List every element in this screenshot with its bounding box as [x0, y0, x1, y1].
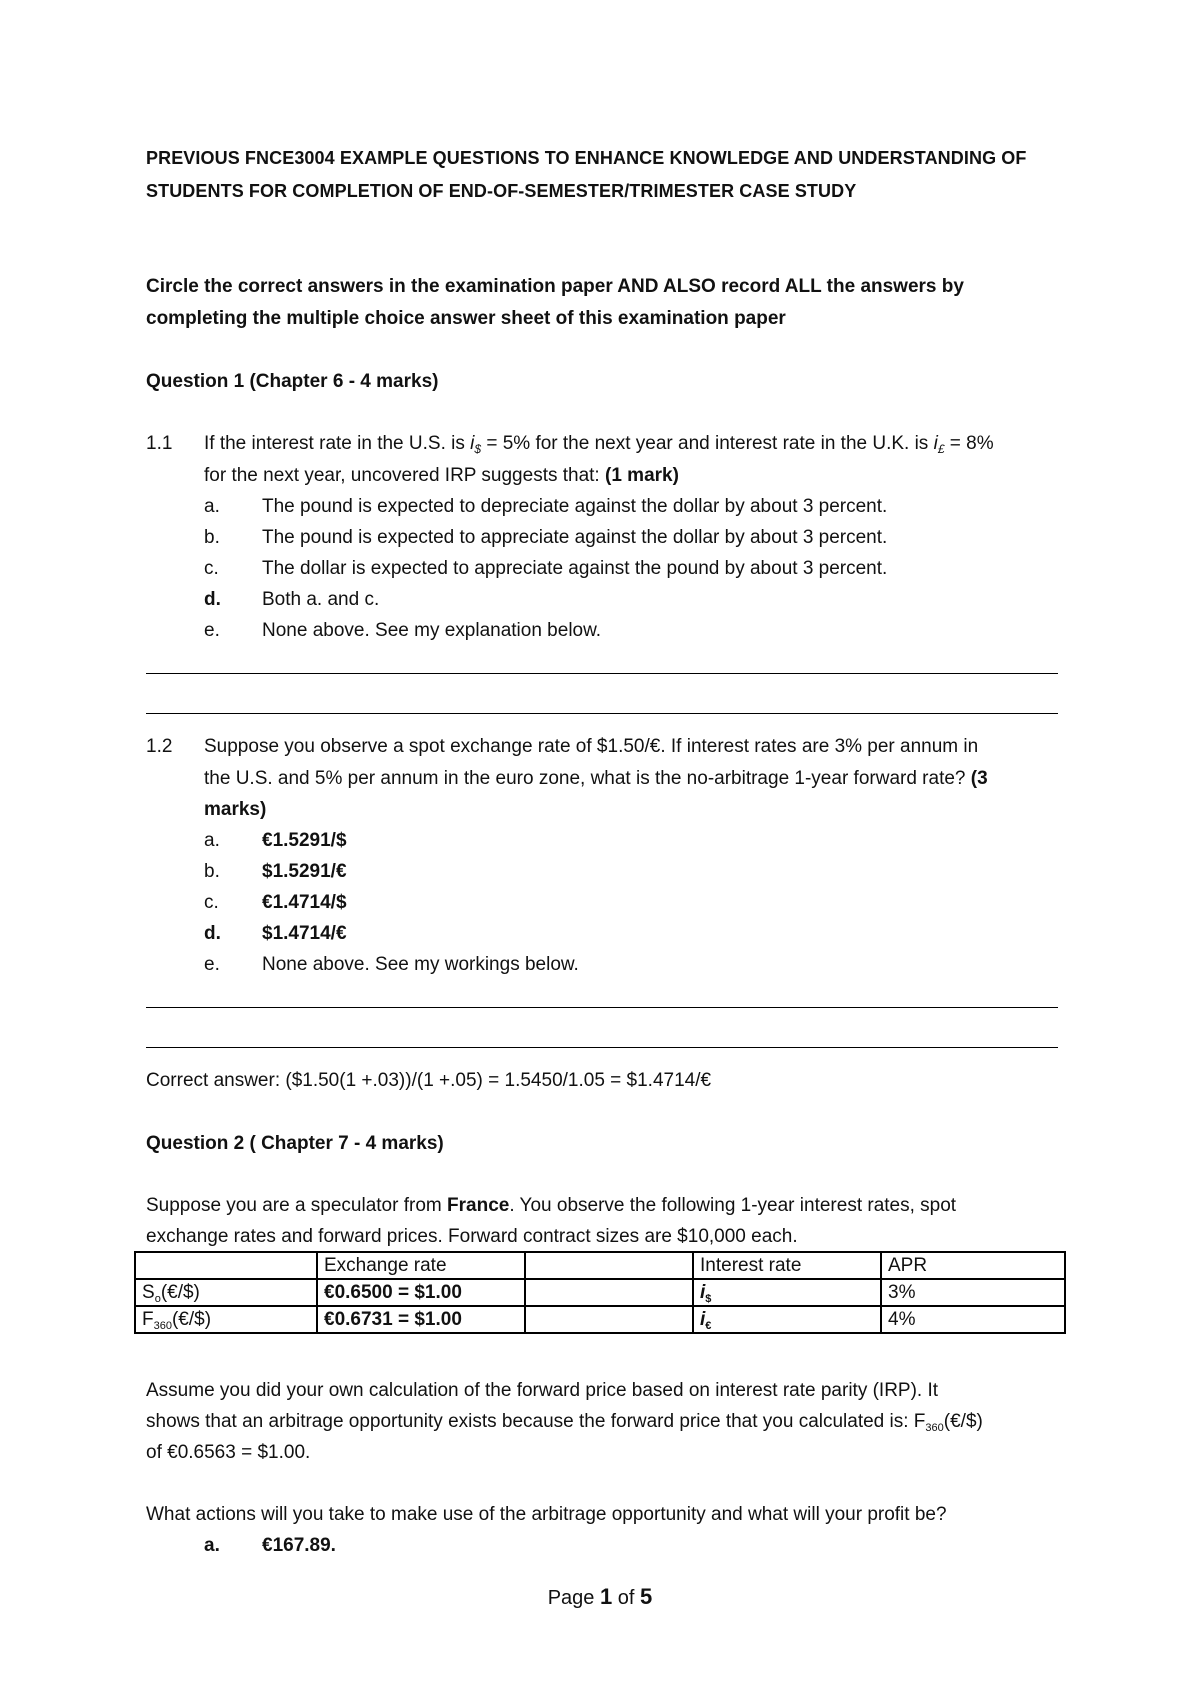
- table-cell: 4%: [881, 1306, 1065, 1333]
- table-row: [135, 1306, 1065, 1333]
- q12-option-e-text: None above. See my workings below.: [262, 954, 579, 975]
- question-1-2-number: 1.2: [146, 736, 173, 757]
- question-1-2-line-1: Suppose you observe a spot exchange rate of $1.50/€. If interest rates are 3% per annum in: [204, 736, 979, 757]
- answer-line: [146, 1047, 1058, 1048]
- q11-option-d-text: Both a. and c.: [262, 589, 380, 610]
- table-cell: 3%: [881, 1279, 1065, 1306]
- q11-option-c-text: The dollar is expected to appreciate against the pound by about 3 percent.: [262, 558, 888, 579]
- table-header-cell: [525, 1252, 693, 1279]
- question-1-2-line-2: the U.S. and 5% per annum in the euro zone, what is the no-arbitrage 1-year forward rate? (3: [204, 768, 988, 789]
- instructions-line-2: completing the multiple choice answer sheet of this examination paper: [146, 308, 786, 329]
- q11-option-a-text: The pound is expected to depreciate against the dollar by about 3 percent.: [262, 496, 888, 517]
- q11-option-d-letter: d.: [204, 589, 221, 610]
- table-cell: [525, 1306, 693, 1333]
- document-title-line-2: STUDENTS FOR COMPLETION OF END-OF-SEMESTER/TRIMESTER CASE STUDY: [146, 181, 857, 201]
- question-1-1-line-1: If the interest rate in the U.S. is $i_{\$} = 5\%$ for the next year and interest rate in the U.K. is $i_£ = 8\%$: [204, 433, 994, 456]
- table-cell: $i_{\$}$: [693, 1279, 881, 1306]
- table-cell: €0.6500 = $1.00: [317, 1279, 525, 1306]
- question-2-assume-line-1: Assume you did your own calculation of the forward price based on interest rate parity (IRP). It: [146, 1380, 939, 1401]
- table-cell: $i_€$: [693, 1306, 881, 1333]
- q11-option-c-letter: c.: [204, 558, 219, 579]
- q12-option-b-text: $1.5291/€: [262, 861, 347, 882]
- q11-option-a-letter: a.: [204, 496, 220, 517]
- answer-line: [146, 713, 1058, 714]
- table-header-cell: [135, 1252, 317, 1279]
- table-cell: $S_o(€/\$)$: [135, 1279, 317, 1306]
- table-row: [135, 1279, 1065, 1306]
- q12-option-d-letter: d.: [204, 923, 221, 944]
- question-1-1-line-2: for the next year, uncovered IRP suggests that: (1 mark): [204, 465, 679, 486]
- answer-line: [146, 1007, 1058, 1008]
- table-header-row: [135, 1252, 1065, 1279]
- table-cell: [525, 1279, 693, 1306]
- table-header-cell: Exchange rate: [317, 1252, 525, 1279]
- q12-option-b-letter: b.: [204, 861, 220, 882]
- question-1-heading: Question 1 (Chapter 6 - 4 marks): [146, 371, 439, 392]
- question-2-prompt: What actions will you take to make use of the arbitrage opportunity and what will your profit be?: [146, 1504, 947, 1525]
- q12-option-c-text: €1.4714/$: [262, 892, 347, 913]
- q2-option-a-letter: a.: [204, 1535, 220, 1556]
- correct-answer-text: Correct answer: ($1.50(1 +.03))/(1 +.05) = 1.5450/1.05 = $1.4714/€: [146, 1070, 712, 1091]
- q11-option-e-text: None above. See my explanation below.: [262, 620, 602, 641]
- question-2-intro-line-1: Suppose you are a speculator from France. You observe the following 1-year interest rates, spot: [146, 1195, 957, 1216]
- q11-option-e-letter: e.: [204, 620, 220, 641]
- question-2-assume-line-2: shows that an arbitrage opportunity exists because the forward price that you calculated is: $F_{360}(€/\$)$: [146, 1411, 983, 1434]
- q12-option-d-text: $1.4714/€: [262, 923, 347, 944]
- q12-option-e-letter: e.: [204, 954, 220, 975]
- question-2-assume-line-3: of €0.6563 = $1.00.: [146, 1442, 311, 1463]
- q11-option-b-letter: b.: [204, 527, 220, 548]
- question-2-heading: Question 2 ( Chapter 7 - 4 marks): [146, 1133, 444, 1154]
- q12-option-c-letter: c.: [204, 892, 219, 913]
- question-2-intro-line-2: exchange rates and forward prices. Forward contract sizes are $10,000 each.: [146, 1226, 798, 1247]
- table-cell: $F_{360}(€/\$)$: [135, 1306, 317, 1333]
- q2-option-a-text: €167.89.: [262, 1535, 336, 1556]
- table-header-cell: Interest rate: [693, 1252, 881, 1279]
- question-1-1-number: 1.1: [146, 433, 173, 454]
- question-1-2-line-3: marks): [204, 799, 267, 820]
- answer-line: [146, 673, 1058, 674]
- instructions-line-1: Circle the correct answers in the examination paper AND ALSO record ALL the answers by: [146, 276, 964, 297]
- rates-table: [134, 1251, 1066, 1334]
- page-footer: Page 1 of 5: [547, 1584, 653, 1609]
- document-title-line-1: PREVIOUS FNCE3004 EXAMPLE QUESTIONS TO ENHANCE KNOWLEDGE AND UNDERSTANDING OF: [146, 148, 1027, 168]
- table-header-cell: APR: [881, 1252, 1065, 1279]
- table-cell: €0.6731 = $1.00: [317, 1306, 525, 1333]
- q12-option-a-text: €1.5291/$: [262, 830, 347, 851]
- q11-option-b-text: The pound is expected to appreciate against the dollar by about 3 percent.: [262, 527, 888, 548]
- q12-option-a-letter: a.: [204, 830, 220, 851]
